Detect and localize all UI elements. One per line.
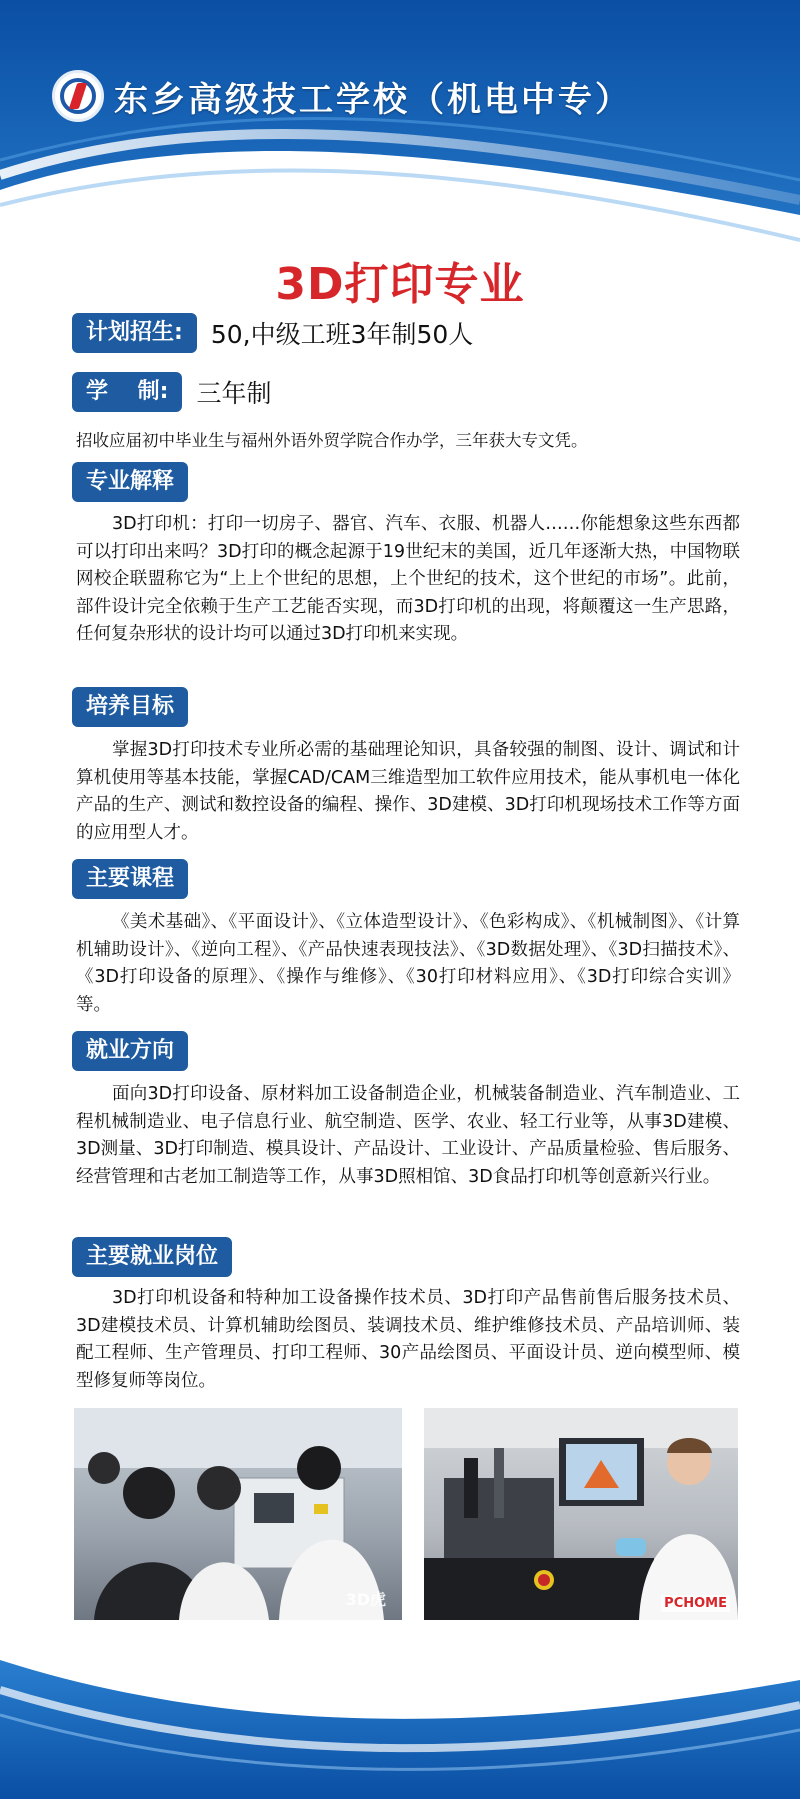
section-courses-label: 主要课程	[72, 859, 188, 899]
students-at-printer-photo	[74, 1408, 402, 1620]
system-label: 学 制:	[72, 372, 182, 412]
bottom-banner-background	[0, 1620, 800, 1799]
section-jobs-text: 3D打印机设备和特种加工设备操作技术员、3D打印产品售前售后服务技术员、3D建模技术员、计算机辅助绘图员、装调技术员、维护维修技术员、产品培训师、装配工程师、生产管理员、打印工程师、30产品绘图员、平面设计员、逆向模型师、模型修复师等岗位。	[76, 1288, 740, 1391]
school-name: 东乡高级技工学校（机电中专）	[114, 79, 632, 120]
enroll-row	[72, 313, 473, 353]
photo2-watermark: PCHOME	[661, 1595, 730, 1612]
section-jobs-label: 主要就业岗位	[72, 1237, 232, 1277]
section-career-label: 就业方向	[72, 1031, 188, 1071]
section-explain-text: 3D打印机：打印一切房子、器官、汽车、衣服、机器人……你能想象这些东西都可以打印出来吗？3D打印的概念起源于19世纪末的美国，近几年逐渐大热，中国物联网校企联盟称它为“上上个世纪的思想，上个世纪的技术，这个世纪的市场”。此前，部件设计完全依赖于生产工艺能否实现，而3D打印机的出现，将颠覆这一生产思路，任何复杂形状的设计均可以通过3D打印机来实现。	[76, 514, 740, 644]
enroll-label: 计划招生:	[72, 313, 197, 353]
section-goal-label: 培养目标	[72, 687, 188, 727]
section-explain-label: 专业解释	[72, 462, 188, 502]
section-career-text: 面向3D打印设备、原材料加工设备制造企业，机械装备制造业、汽车制造业、工程机械制造业、电子信息行业、航空制造、医学、农业、轻工行业等，从事3D建模、3D测量、3D打印制造、模具设计、产品设计、工业设计、产品质量检验、售后服务、经营管理和古老加工制造等工作，从事3D照相馆、3D食品打印机等创意新兴行业。	[76, 1084, 740, 1187]
enroll-value: 50,中级工班3年制50人	[210, 320, 474, 349]
page-title: 3D打印专业	[275, 259, 525, 310]
header	[52, 70, 632, 122]
section-goal-text: 掌握3D打印技术专业所必需的基础理论知识，具备较强的制图、设计、调试和计算机使用等基本技能，掌握CAD/CAM三维造型加工软件应用技术，能从事机电一体化产品的生产、测试和数控设备的编程、操作、3D建模、3D打印机现场技术工作等方面的应用型人才。	[76, 740, 740, 843]
enrollment-note: 招收应届初中毕业生与福州外语外贸学院合作办学，三年获大专文凭。	[76, 431, 588, 450]
lab-researcher-photo	[424, 1408, 738, 1620]
system-row	[72, 372, 271, 412]
school-logo	[52, 70, 104, 122]
photo1-watermark: 3D虎	[345, 1590, 386, 1609]
system-value: 三年制	[196, 379, 272, 408]
section-courses-text: 《美术基础》、《平面设计》、《立体造型设计》、《色彩构成》、《机械制图》、《计算机辅助设计》、《逆向工程》、《产品快速表现技法》、《3D数据处理》、《3D扫描技术》、《3D打印设备的原理》、《操作与维修》、《30打印材料应用》、《3D打印综合实训》等。	[76, 912, 740, 1015]
